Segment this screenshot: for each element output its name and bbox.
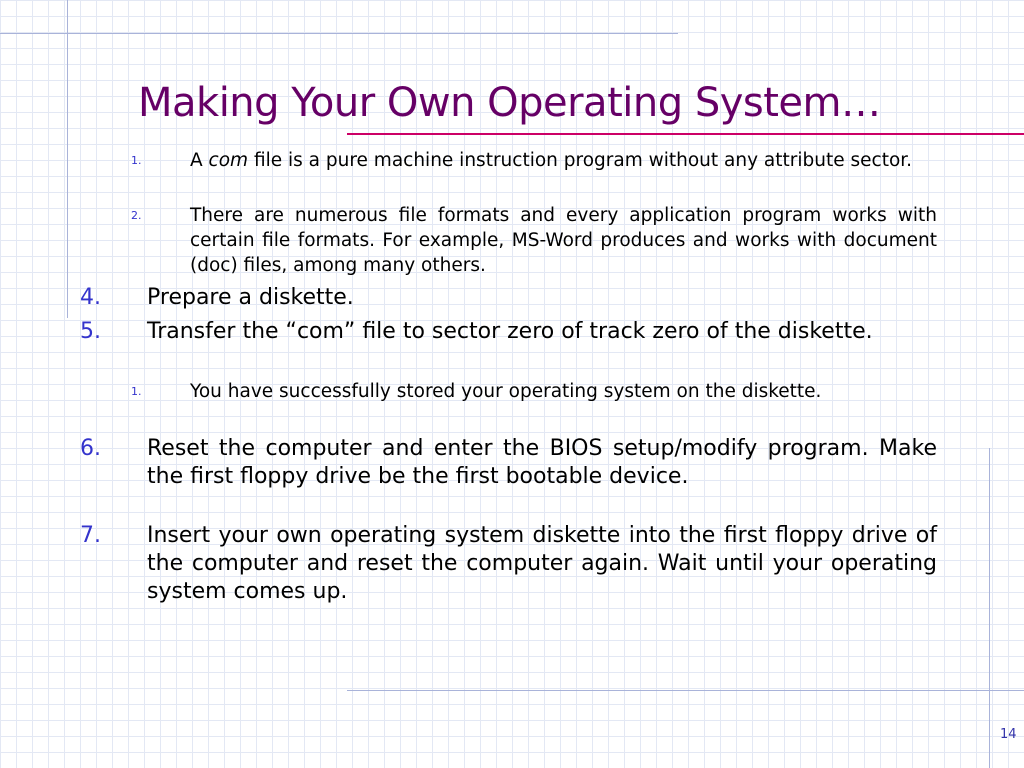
frame-line-top (0, 33, 678, 34)
title-underline (347, 133, 1024, 135)
list-number: 5. (80, 319, 101, 344)
page-number: 14 (1000, 727, 1017, 742)
list-item: A com file is a pure machine instruction program without any attribute sector. (190, 150, 913, 171)
list-number: 4. (80, 285, 101, 310)
list-item: You have successfully stored your operating system on the diskette. (190, 381, 822, 402)
list-number: 6. (80, 436, 101, 461)
frame-line-left (67, 0, 68, 318)
list-item: Transfer the “com” file to sector zero of track zero of the diskette. (147, 319, 873, 344)
list-item: Insert your own operating system diskette into the first floppy drive of the computer and reset the computer again. Wait until your operating system comes up. (147, 523, 937, 604)
list-item: There are numerous file formats and every application program works with certain file formats. For example, MS-Word produces and works with document (doc) files, among many others. (190, 205, 937, 276)
list-number: 2. (131, 209, 142, 222)
frame-line-right (989, 448, 990, 768)
list-number: 1. (131, 385, 142, 398)
slide-title: Making Your Own Operating System… (138, 80, 881, 126)
list-number: 7. (80, 523, 101, 548)
list-item: Prepare a diskette. (147, 285, 354, 310)
emphasis-text: com (208, 150, 249, 171)
list-item: Reset the computer and enter the BIOS setup/modify program. Make the first floppy drive be the first bootable device. (147, 436, 937, 489)
list-number: 1. (131, 154, 142, 167)
frame-line-bottom (347, 690, 1024, 691)
